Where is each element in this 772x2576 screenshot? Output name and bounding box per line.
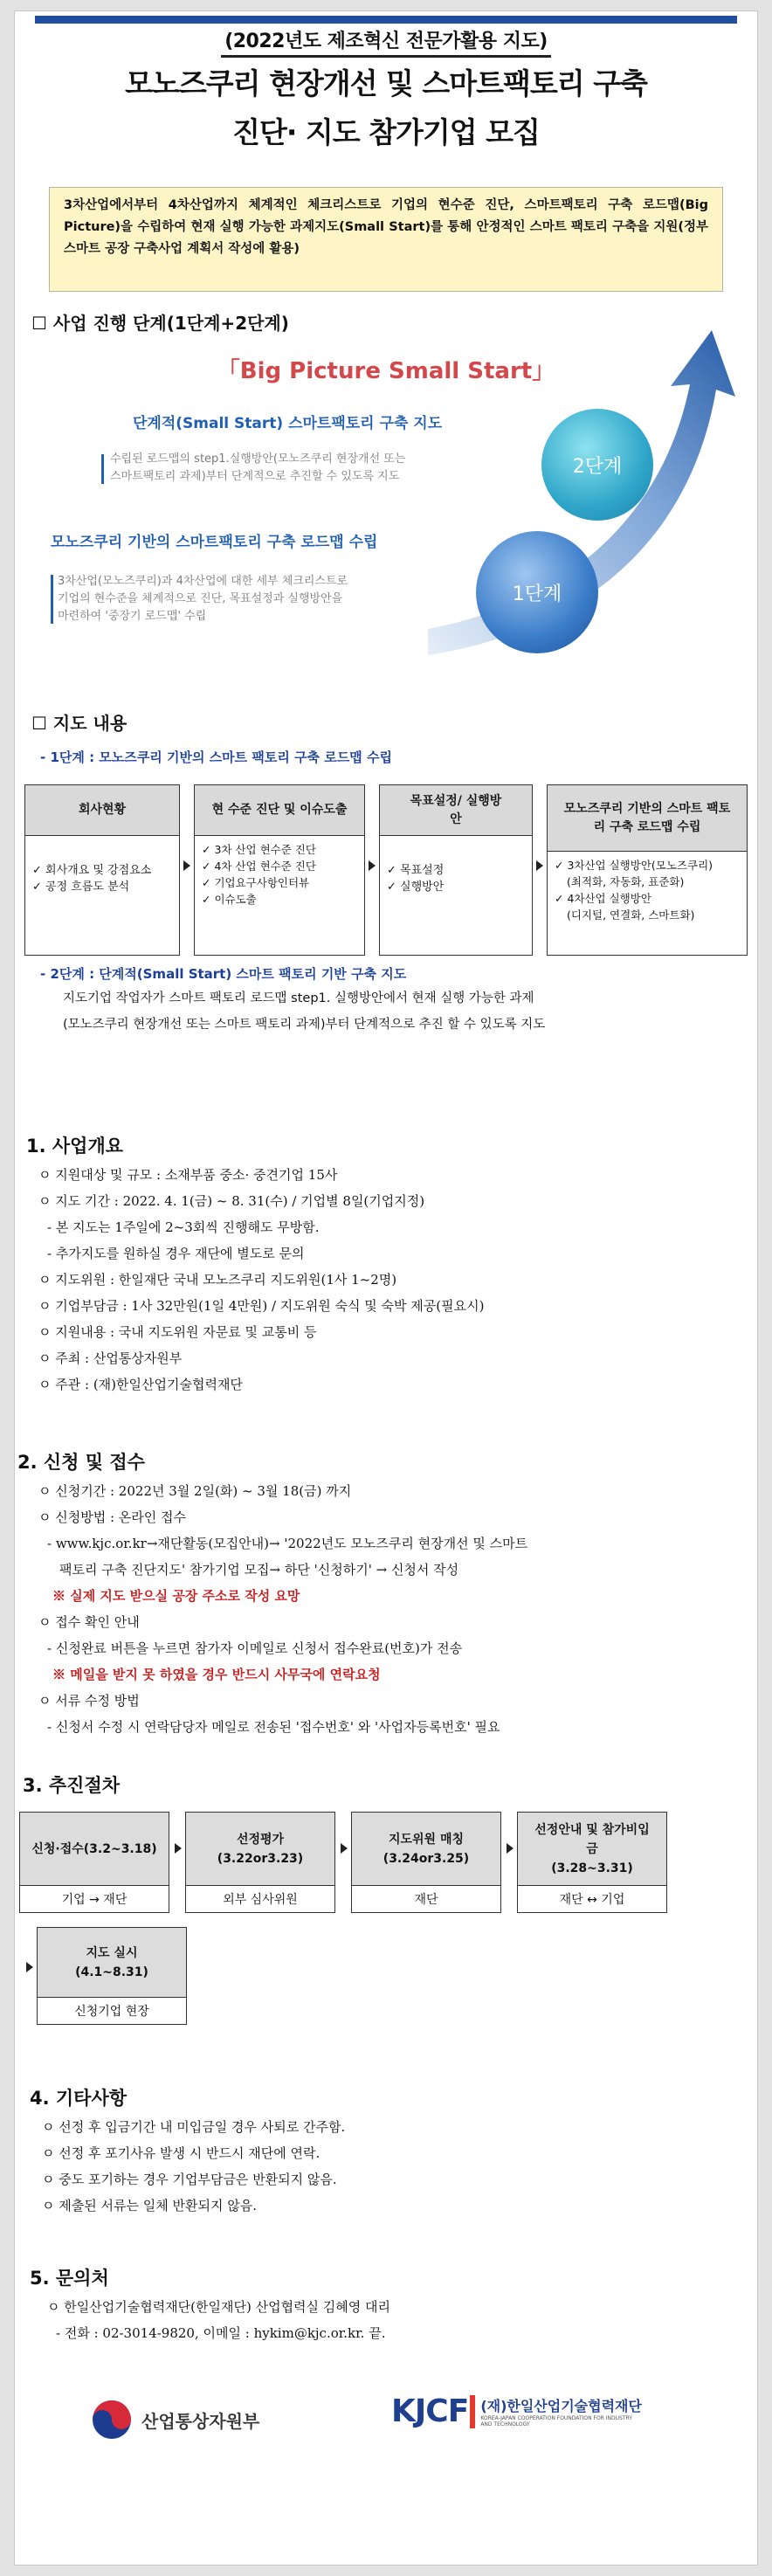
- guidance-box-2-body: [195, 836, 364, 913]
- application-line: - 신청완료 버튼을 누르면 참가자 이메일로 신청서 접수완료(번호)가 전송: [47, 1640, 463, 1656]
- flow-arrow: [536, 860, 543, 871]
- progress-tagline: 「Big Picture Small Start」: [217, 358, 555, 384]
- application-line: ㅇ 신청방법 : 온라인 접수: [38, 1509, 187, 1525]
- flow-arrow: [507, 1843, 514, 1854]
- intro-box: 3차산업에서부터 4차산업까지 체계적인 체크리스트로 기업의 현수준 진단, 스마트팩토리 구축 로드맵(Big Picture)을 수립하여 현재 실행 가능한 과제지도(Small Start)를 통해 안정적인 스마트 팩토리 구축을 지원(정부 스마트 공장 구축사업 계획서 작성에 활용): [49, 187, 723, 292]
- check-item: ✓ 3차산업 실행방안(모노즈쿠리): [555, 859, 713, 872]
- guidance-box-4-body: [548, 852, 747, 929]
- flow-arrow: [183, 860, 190, 871]
- procedure-heading: 3. 추진절차: [23, 1775, 121, 1796]
- check-item: ✓ 기업요구사항인터뷰: [202, 876, 310, 889]
- stage1-desc1: 3차산업(모노즈쿠리)과 4차산업에 대한 세부 체크리스트로: [58, 575, 348, 588]
- kjcf-sub: KOREA-JAPAN COOPERATION FOUNDATION FOR INDUSTRY AND TECHNOLOGY: [480, 2415, 632, 2428]
- kjcf-name: (재)한일산업기술협력재단: [480, 2398, 642, 2414]
- guidance-box-4-head: 모노즈쿠리 기반의 스마트 팩토리 구축 로드맵 수립: [548, 785, 747, 852]
- application-line: ㅇ 신청기간 : 2022년 3월 2일(화) ~ 3월 18(금) 까지: [38, 1483, 352, 1499]
- stage2-bar: [101, 454, 104, 484]
- ministry-logo: [91, 2399, 259, 2441]
- overview-line: ㅇ 지원대상 및 규모 : 소재부품 중소· 중견기업 15사: [38, 1167, 338, 1183]
- guidance-box-3-body: [380, 836, 532, 901]
- contact-body: [47, 2294, 390, 2346]
- contact-heading: 5. 문의처: [30, 2268, 109, 2289]
- check-item: ✓ 4차산업 실행방안: [555, 892, 651, 905]
- procedure-step-4-head: 선정안내 및 참가비입금 (3.28~3.31): [518, 1813, 666, 1886]
- application-note-red: ※ 실제 지도 받으실 공장 주소로 작성 요망: [52, 1588, 300, 1604]
- application-line: 팩토리 구축 진단지도' 참가기업 모집→ 하단 '신청하기' → 신청서 작성: [59, 1562, 459, 1578]
- header-bar: [35, 16, 737, 24]
- ministry-name: 산업통상자원부: [141, 2410, 260, 2432]
- check-item: ✓ 목표설정: [387, 864, 445, 877]
- overview-line: ㅇ 주관 : (재)한일산업기술협력재단: [38, 1377, 243, 1392]
- procedure-step-2: [185, 1812, 335, 1913]
- guidance-box-2: [194, 784, 365, 956]
- stage2-badge: 2단계: [541, 409, 653, 521]
- procedure-step-5-head: 지도 실시 (4.1~8.31): [38, 1928, 186, 1998]
- guidance-box-3: [379, 784, 533, 956]
- guidance-box-2-head: 현 수준 진단 및 이슈도출: [195, 785, 364, 836]
- others-line: ㅇ 제출된 서류는 일체 반환되지 않음.: [42, 2198, 257, 2213]
- flow-arrow: [175, 1843, 182, 1854]
- guidance-step2-desc: [63, 985, 545, 1038]
- guidance-box-3-head: 목표설정/ 실행방안: [380, 785, 532, 836]
- overview-body: [38, 1162, 484, 1398]
- check-item-detail: (최적화, 자동화, 표준화): [567, 875, 685, 888]
- overview-line: ㅇ 기업부담금 : 1사 32만원(1일 4만원) / 지도위원 숙식 및 숙박 제공(필요시): [38, 1298, 485, 1314]
- check-item: ✓ 4차 산업 현수준 진단: [202, 860, 316, 873]
- procedure-step-1-head: 신청·접수(3.2~3.18): [20, 1813, 169, 1886]
- stage2-title: 단계적(Small Start) 스마트팩토리 구축 지도: [133, 415, 443, 432]
- guidance-box-1: [24, 784, 180, 956]
- others-body: [42, 2114, 345, 2219]
- application-line: - www.kjc.or.kr→재단활동(모집안내)→ '2022년도 모노즈쿠리 현장개선 및 스마트: [47, 1536, 528, 1551]
- stage2-desc2: 스마트팩토리 과제)부터 단계적으로 추진할 수 있도록 지도: [110, 470, 400, 483]
- overview-line: ㅇ 지원내용 : 국내 지도위원 자문료 및 교통비 등: [38, 1324, 317, 1340]
- guidance-box-4: [547, 784, 748, 956]
- stage1-desc3: 마련하여 '중장기 로드맵' 수립: [58, 610, 207, 623]
- others-line: ㅇ 선정 후 포기사유 발생 시 반드시 재단에 연락.: [42, 2145, 321, 2161]
- overview-line: - 본 지도는 1주일에 2~3회씩 진행해도 무방함.: [47, 1219, 320, 1235]
- contact-line: ㅇ 한일산업기술협력재단(한일재단) 산업협력실 김혜영 대리: [47, 2299, 391, 2315]
- kjcf-accent: [470, 2395, 475, 2428]
- overview-heading: 1. 사업개요: [26, 1136, 124, 1157]
- application-note-red: ※ 메일을 받지 못 하였을 경우 반드시 사무국에 연락요청: [52, 1667, 381, 1682]
- kjcf-logo: [391, 2393, 642, 2429]
- guidance-step1-label: - 1단계 : 모노즈쿠리 기반의 스마트 팩토리 구축 로드맵 수립: [40, 749, 392, 765]
- guidance-step2-desc1: 지도기업 작업자가 스마트 팩토리 로드맵 step1. 실행방안에서 현재 실행 가능한 과제: [63, 991, 534, 1005]
- procedure-step-4: [517, 1812, 667, 1913]
- application-body: [38, 1478, 527, 1740]
- kjcf-mark: KJCF: [391, 2393, 469, 2429]
- stage1-desc2: 기업의 현수준을 체계적으로 진단, 목표설정과 실행방안을: [58, 592, 343, 605]
- others-line: ㅇ 선정 후 입금기간 내 미입금일 경우 사퇴로 간주함.: [42, 2119, 346, 2135]
- procedure-step-5-body: 신청기업 현장: [74, 2005, 149, 2019]
- others-heading: 4. 기타사항: [30, 2088, 128, 2109]
- procedure-step-1: [19, 1812, 169, 1913]
- guidance-step2-desc2: (모노즈쿠리 현장개선 또는 스마트 팩토리 과제)부터 단계적으로 추진 할 수 있도록 지도: [63, 1018, 546, 1032]
- check-item-detail: (디지털, 연결화, 스마트화): [567, 908, 695, 922]
- others-line: ㅇ 중도 포기하는 경우 기업부담금은 반환되지 않음.: [42, 2172, 337, 2187]
- stage2-desc1: 수립된 로드맵의 step1.실행방안(모노즈쿠리 현장개선 또는: [110, 452, 406, 466]
- stage1-badge: 1단계: [476, 531, 598, 653]
- procedure-step-1-body: 기업 → 재단: [61, 1893, 128, 1907]
- taegeuk-icon: [91, 2399, 133, 2441]
- guidance-step2-label: - 2단계 : 단계적(Small Start) 스마트 팩토리 기반 구축 지도: [40, 966, 407, 982]
- header-title-line1: 모노즈쿠리 현장개선 및 스마트팩토리 구축: [125, 66, 647, 100]
- guidance-box-1-body: [25, 836, 179, 901]
- check-item: ✓ 3차 산업 현수준 진단: [202, 843, 316, 856]
- procedure-step-4-body: 재단 ↔ 기업: [559, 1893, 625, 1907]
- check-item: ✓ 이슈도출: [202, 893, 257, 906]
- procedure-step-3: [351, 1812, 501, 1913]
- check-item: ✓ 실행방안: [387, 881, 445, 894]
- overview-line: ㅇ 지도 기간 : 2022. 4. 1(금) ~ 8. 31(수) / 기업별 8일(기업지정): [38, 1193, 425, 1209]
- procedure-step-3-head: 지도위원 매칭 (3.24or3.25): [352, 1813, 500, 1886]
- application-line: ㅇ 접수 확인 안내: [38, 1614, 140, 1630]
- procedure-step-5: [37, 1927, 187, 2025]
- application-line: - 신청서 수정 시 연락담당자 메일로 전송된 '접수번호' 와 '사업자등록번호' 필요: [47, 1719, 500, 1735]
- flow-arrow: [26, 1962, 33, 1972]
- check-item: ✓ 공정 흐름도 분석: [32, 881, 130, 894]
- guidance-box-1-head: 회사현황: [25, 785, 179, 836]
- procedure-step-2-head: 선정평가 (3.22or3.23): [186, 1813, 334, 1886]
- flow-arrow: [341, 1843, 348, 1854]
- procedure-step-2-body: 외부 심사위원: [223, 1893, 298, 1907]
- flow-arrow: [369, 860, 376, 871]
- guidance-heading: ☐ 지도 내용: [31, 713, 128, 734]
- application-heading: 2. 신청 및 접수: [17, 1452, 145, 1473]
- stage1-title: 모노즈쿠리 기반의 스마트팩토리 구축 로드맵 수립: [51, 534, 378, 551]
- overview-line: ㅇ 지도위원 : 한일재단 국내 모노즈쿠리 지도위원(1사 1~2명): [38, 1272, 397, 1288]
- procedure-step-3-body: 재단: [414, 1893, 438, 1907]
- overview-line: ㅇ 주최 : 산업통상자원부: [38, 1350, 183, 1366]
- overview-line: - 추가지도를 원하실 경우 재단에 별도로 문의: [47, 1246, 305, 1261]
- contact-line: - 전화 : 02-3014-9820, 이메일 : hykim@kjc.or.kr. 끝.: [56, 2325, 386, 2341]
- application-line: ㅇ 서류 수정 방법: [38, 1693, 140, 1709]
- header-subtitle: (2022년도 제조혁신 전문가활용 지도): [0, 26, 772, 58]
- progress-heading: ☐ 사업 진행 단계(1단계+2단계): [31, 313, 289, 334]
- check-item: ✓ 회사개요 및 강점요소: [32, 864, 152, 877]
- stage1-bar: [51, 575, 53, 624]
- header-title-line2: 진단· 지도 참가기업 모집: [232, 115, 540, 149]
